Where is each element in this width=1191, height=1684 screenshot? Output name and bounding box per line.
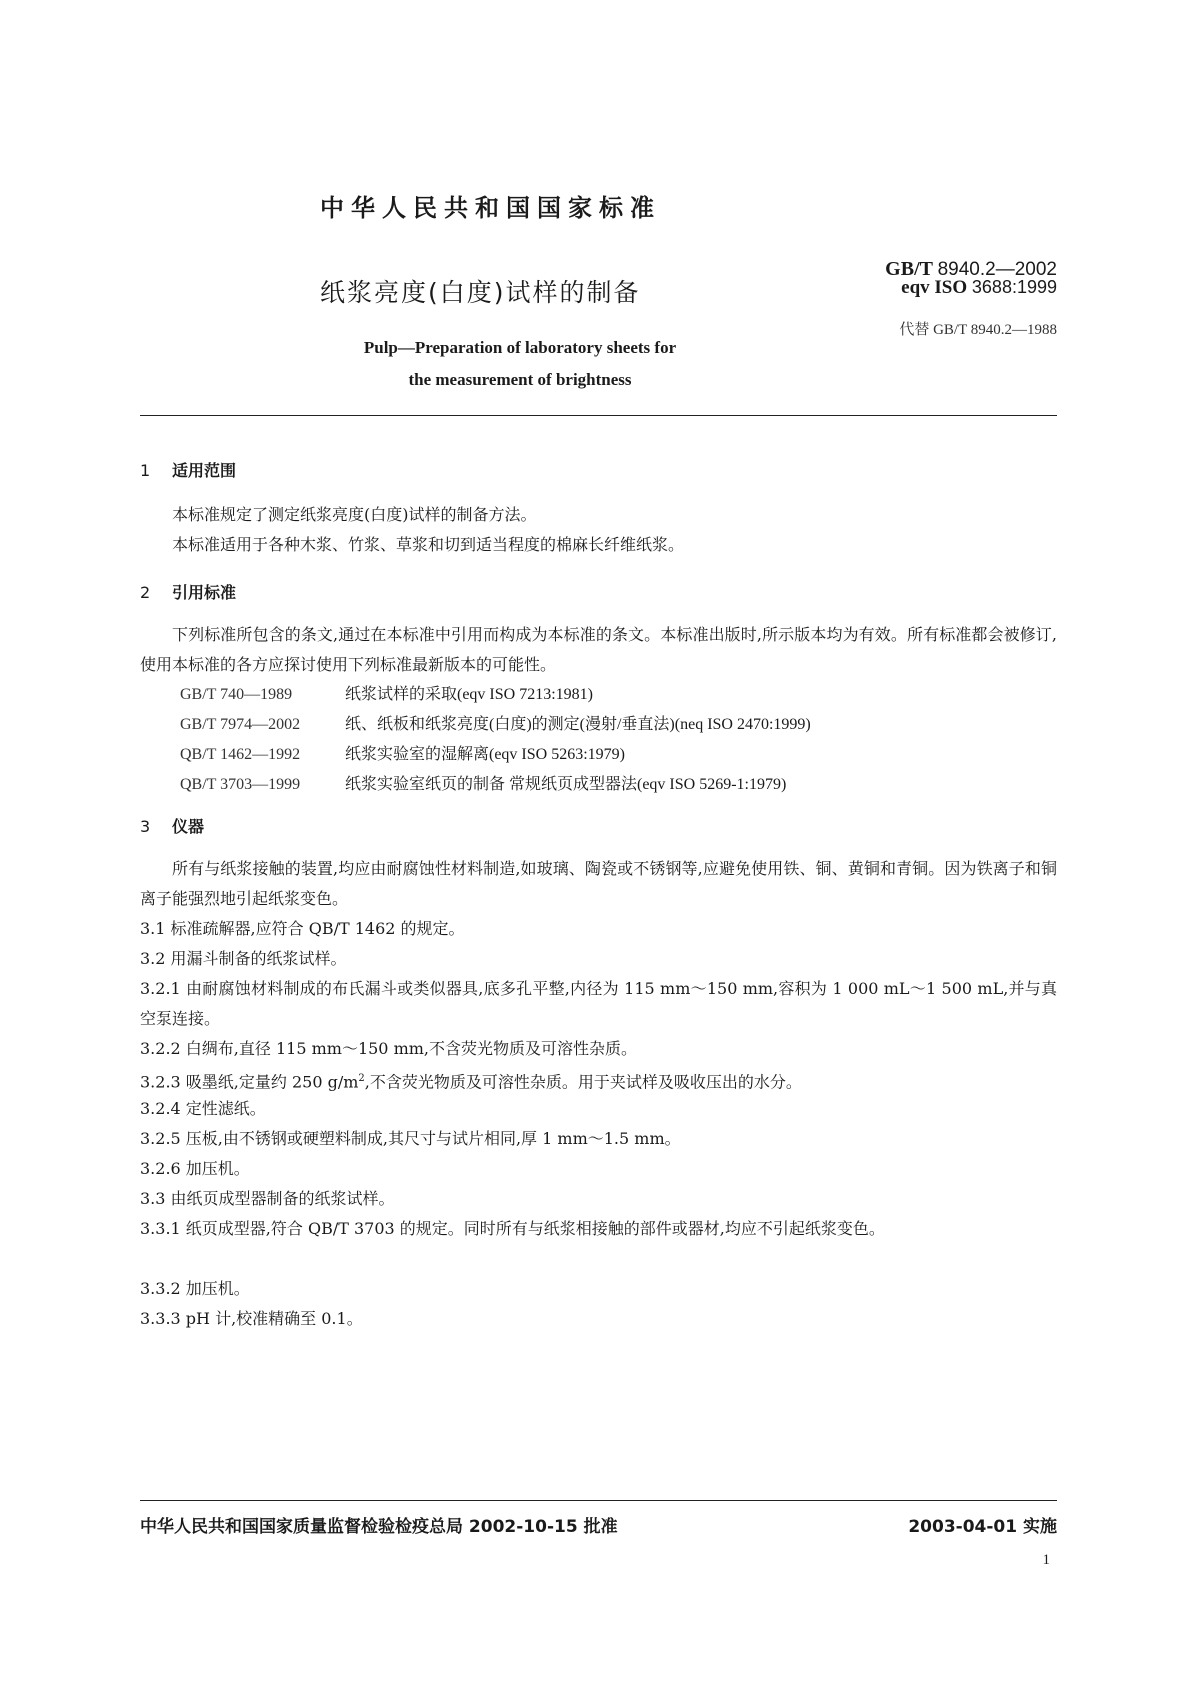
section-number: 1 (140, 461, 151, 480)
clause-3-3-2: 3.3.2 加压机。 (140, 1279, 250, 1298)
header-divider (140, 415, 1057, 416)
equivalent-standard (812, 277, 1057, 299)
title-en-line-2: the measurement of brightness (408, 370, 632, 389)
clause-3-3: 3.3 由纸页成型器制备的纸浆试样。 (140, 1189, 395, 1208)
reference-title: 纸浆试样的采取(eqv ISO 7213:1981) (345, 686, 593, 703)
standard-code-block (812, 258, 1057, 299)
paragraph: 下列标准所包含的条文,通过在本标准中引用而构成为本标准的条文。本标准出版时,所示版本均为有效。所有标准都会被修订,使用本标准的各方应探讨使用下列标准最新版本的可能性。 (140, 625, 1057, 674)
clause-3-1: 3.1 标准疏解器,应符合 QB/T 1462 的规定。 (140, 919, 465, 938)
reference-code: GB/T 7974—2002 (180, 716, 301, 733)
reference-item (180, 770, 786, 800)
page-number: 1 (1042, 1552, 1050, 1568)
document-title-english (290, 332, 750, 396)
section-title: 适用范围 (172, 461, 237, 480)
clause-3-3-1: 3.3.1 纸页成型器,符合 QB/T 3703 的规定。同时所有与纸浆相接触的部件或器材,均应不引起纸浆变色。 (140, 1219, 885, 1238)
section-title: 引用标准 (172, 583, 237, 602)
section-number: 3 (140, 817, 151, 836)
standard-code-number: 8940.2—2002 (937, 259, 1057, 280)
clause-3-2-5: 3.2.5 压板,由不锈钢或硬塑料制成,其尺寸与试片相同,厚 1 mm～1.5 mm。 (140, 1129, 681, 1148)
clause-3-3-3: 3.3.3 pH 计,校准精确至 0.1。 (140, 1309, 363, 1328)
reference-title: 纸、纸板和纸浆亮度(白度)的测定(漫射/垂直法)(neq ISO 2470:1999) (345, 716, 811, 733)
clause-3-2-2: 3.2.2 白绸布,直径 115 mm～150 mm,不含荧光物质及可溶性杂质。 (140, 1039, 637, 1058)
clause-3-2-3 (140, 1064, 1057, 1097)
title-en-line-1: Pulp—Preparation of laboratory sheets for (363, 338, 677, 357)
clause-text: ,不含荧光物质及可溶性杂质。用于夹试样及吸收压出的水分。 (364, 1072, 802, 1092)
approval-statement: 中华人民共和国国家质量监督检验检疫总局 2002-10-15 批准 (140, 1517, 618, 1537)
standard-type-title: 中华人民共和国国家标准 (320, 194, 661, 222)
paragraph: 本标准规定了测定纸浆亮度(白度)试样的制备方法。 (172, 505, 537, 524)
paragraph: 本标准适用于各种木浆、竹浆、草浆和切到适当程度的棉麻长纤维纸浆。 (172, 535, 685, 554)
section-3-heading (140, 814, 204, 837)
clause-3-2-6: 3.2.6 加压机。 (140, 1159, 250, 1178)
section-number: 2 (140, 583, 151, 602)
clause-3-2-4: 3.2.4 定性滤纸。 (140, 1099, 266, 1118)
footer-divider (140, 1500, 1057, 1501)
paragraph: 所有与纸浆接触的装置,均应由耐腐蚀性材料制造,如玻璃、陶瓷或不锈钢等,应避免使用铁、铜、黄铜和青铜。因为铁离子和铜离子能强烈地引起纸浆变色。 (140, 859, 1057, 908)
superscript: 2 (358, 1073, 365, 1084)
reference-item (180, 740, 625, 770)
reference-code: QB/T 1462—1992 (180, 746, 301, 763)
replaces-standard: 代替 GB/T 8940.2—1988 (899, 322, 1057, 338)
reference-title: 纸浆实验室的湿解离(eqv ISO 5263:1979) (345, 746, 625, 763)
standard-code-prefix: GB/T (885, 258, 933, 280)
reference-item (180, 710, 811, 740)
eqv-prefix: eqv ISO (901, 277, 968, 298)
reference-code: GB/T 740—1989 (180, 686, 293, 703)
reference-code: QB/T 3703—1999 (180, 776, 301, 793)
clause-3-2: 3.2 用漏斗制备的纸浆试样。 (140, 949, 347, 968)
reference-title: 纸浆实验室纸页的制备 常规纸页成型器法(eqv ISO 5269-1:1979) (345, 776, 787, 793)
reference-item (180, 680, 593, 710)
clause-text: 3.2.3 吸墨纸,定量约 250 g/m (140, 1072, 359, 1092)
eqv-number: 3688:1999 (971, 277, 1057, 297)
implementation-date: 2003-04-01 实施 (908, 1517, 1057, 1537)
section-1-heading (140, 458, 236, 481)
clause-3-2-1: 3.2.1 由耐腐蚀材料制成的布氏漏斗或类似器具,底多孔平整,内径为 115 mm～150 mm,容积为 1 000 mL～1 500 mL,并与真空泵连接。 (140, 979, 1057, 1028)
section-2-heading (140, 580, 236, 603)
document-title-chinese: 纸浆亮度(白度)试样的制备 (320, 278, 641, 307)
section-title: 仪器 (172, 817, 205, 836)
